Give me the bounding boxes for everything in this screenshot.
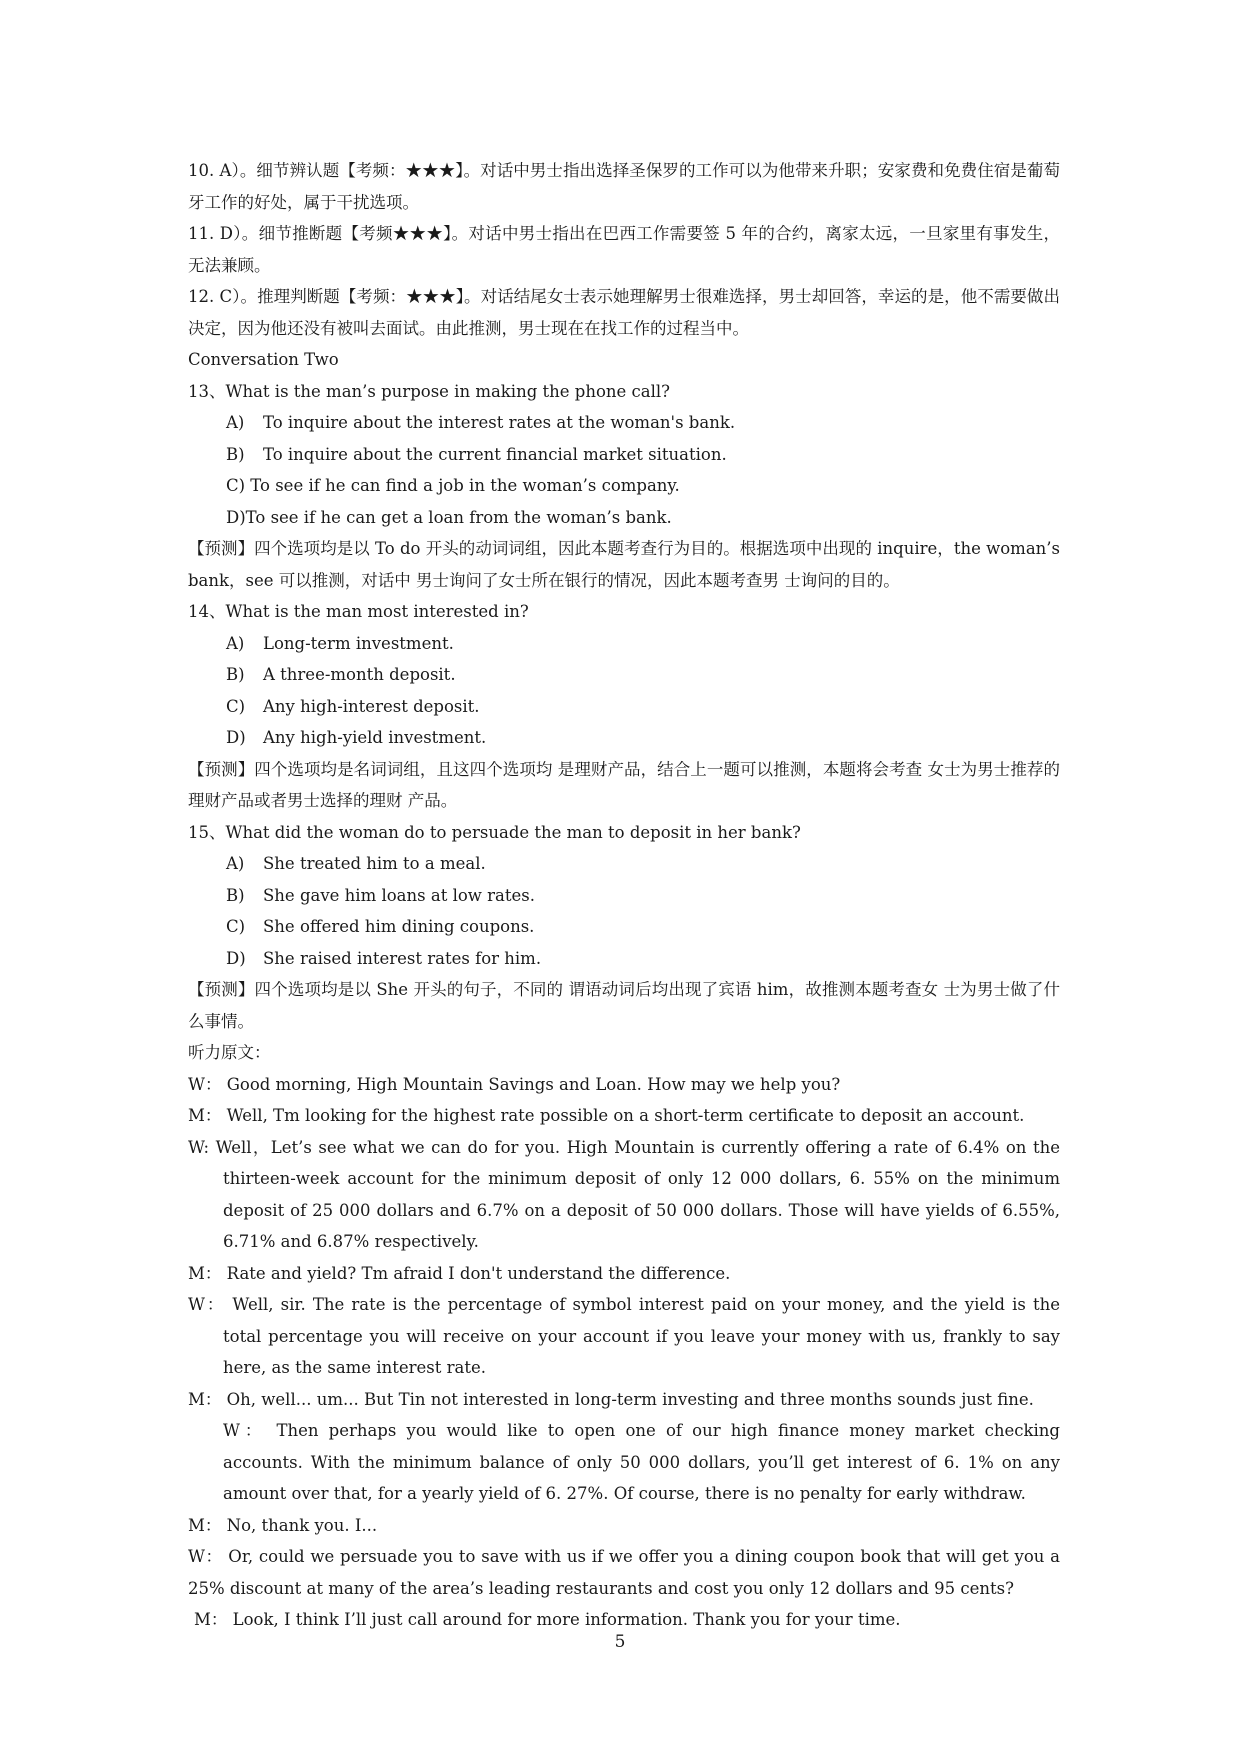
page-number: 5 [614,1632,626,1652]
option-15c: C) She offered him dining coupons. [226,917,535,936]
transcript-line: W: Well，Let’s see what we can do for you. High Mountain is currently offering a rate of 6.4% on the thirteen-week account for the minimum deposit of only 12 000 dollars, 6. 55% on the minimum deposit of 25 000 dollars and 6.7% on a deposit of 50 000 dollars. Those will have yields of 6.55%, 6.71% and 6.87% respectively. [188,1137,1060,1251]
option-13c: C) To see if he can find a job in the woman’s company. [226,476,680,495]
question-13-stem: 13、What is the man’s purpose in making the phone call? [188,381,671,401]
explanation-11: 11. D）。细节推断题【考频★★★】。对话中男士指出在巴西工作需要签 5 年的合约，离家太远，一旦家里有事发生，无法兼顾。 [188,224,1060,275]
transcript-line: W： Good morning, High Mountain Savings and Loan. How may we help you? [188,1074,841,1094]
option-13b: B) To inquire about the current financial market situation. [226,444,727,464]
prediction-13: 【预测】四个选项均是以 To do 开头的动词词组，因此本题考查行为目的。根据选项中出现的 inquire，the woman’s bank，see 可以推测，对话中 男士询问了女士所在银行的情况，因此本题考查男 士询问的目的。 [188,539,1060,590]
option-14b: B) A three-month deposit. [226,665,456,684]
option-13d: D)To see if he can get a loan from the woman’s bank. [226,507,672,527]
option-15d: D) She raised interest rates for him. [226,948,542,968]
option-14a: A) Long-term investment. [226,633,454,653]
section-title: Conversation Two [188,350,339,369]
explanation-10: 10. A）。细节辨认题【考频：★★★】。对话中男士指出选择圣保罗的工作可以为他带来升职；安家费和免费住宿是葡萄牙工作的好处，属于干扰选项。 [188,161,1060,212]
option-13a: A) To inquire about the interest rates at the woman's bank. [226,413,736,432]
transcript-line: M： Rate and yield? Tm afraid I don't understand the difference. [188,1263,731,1283]
transcript-line: W： Well, sir. The rate is the percentage of symbol interest paid on your money, and the yield is the total percentage you will receive on your account if you leave your money with us, frankly to say here, as the same interest rate. [188,1295,1060,1377]
option-14c: C) Any high-interest deposit. [226,696,480,716]
transcript-title: 听力原文： [188,1043,271,1062]
document-page [188,155,1060,1636]
transcript-line: M： No, thank you. I... [188,1515,378,1535]
transcript-line: W： Then perhaps you would like to open one of our high finance money market checking accounts. With the minimum balance of only 50 000 dollars, you’ll get interest of 6. 1% on any amount over that, for a yearly yield of 6. 27%. Of course, there is no penalty for early withdraw. [223,1421,1060,1503]
option-15a: A) She treated him to a meal. [226,854,486,873]
transcript-line: M： Look, I think I’ll just call around for more information. Thank you for your time. [194,1610,901,1629]
transcript-line: W： Or, could we persuade you to save with us if we offer you a dining coupon book that will get you a 25% discount at many of the area’s leading restaurants and cost you only 12 dollars and 95 cents? [188,1547,1060,1598]
prediction-14: 【预测】四个选项均是名词词组，且这四个选项均 是理财产品，结合上一题可以推测，本题将会考查 女士为男士推荐的理财产品或者男士选择的理财 产品。 [188,759,1060,810]
transcript-line: M： Oh, well... um... But Tin not interested in long-term investing and three months sounds just fine. [188,1389,1034,1409]
option-15b: B) She gave him loans at low rates. [226,885,535,905]
option-14d: D) Any high-yield investment. [226,728,487,747]
transcript-line: M： Well, Tm looking for the highest rate possible on a short-term certificate to deposit an account. [188,1106,1025,1125]
explanation-12: 12. C）。推理判断题【考频：★★★】。对话结尾女士表示她理解男士很难选择，男士却回答，幸运的是，他不需要做出决定，因为他还没有被叫去面试。由此推测，男士现在在找工作的过程当中。 [188,287,1060,338]
prediction-15: 【预测】四个选项均是以 She 开头的句子，不同的 谓语动词后均出现了宾语 him，故推测本题考查女 士为男士做了什么事情。 [188,980,1060,1031]
question-15-stem: 15、What did the woman do to persuade the man to deposit in her bank? [188,822,801,842]
question-14-stem: 14、What is the man most interested in? [188,602,529,621]
